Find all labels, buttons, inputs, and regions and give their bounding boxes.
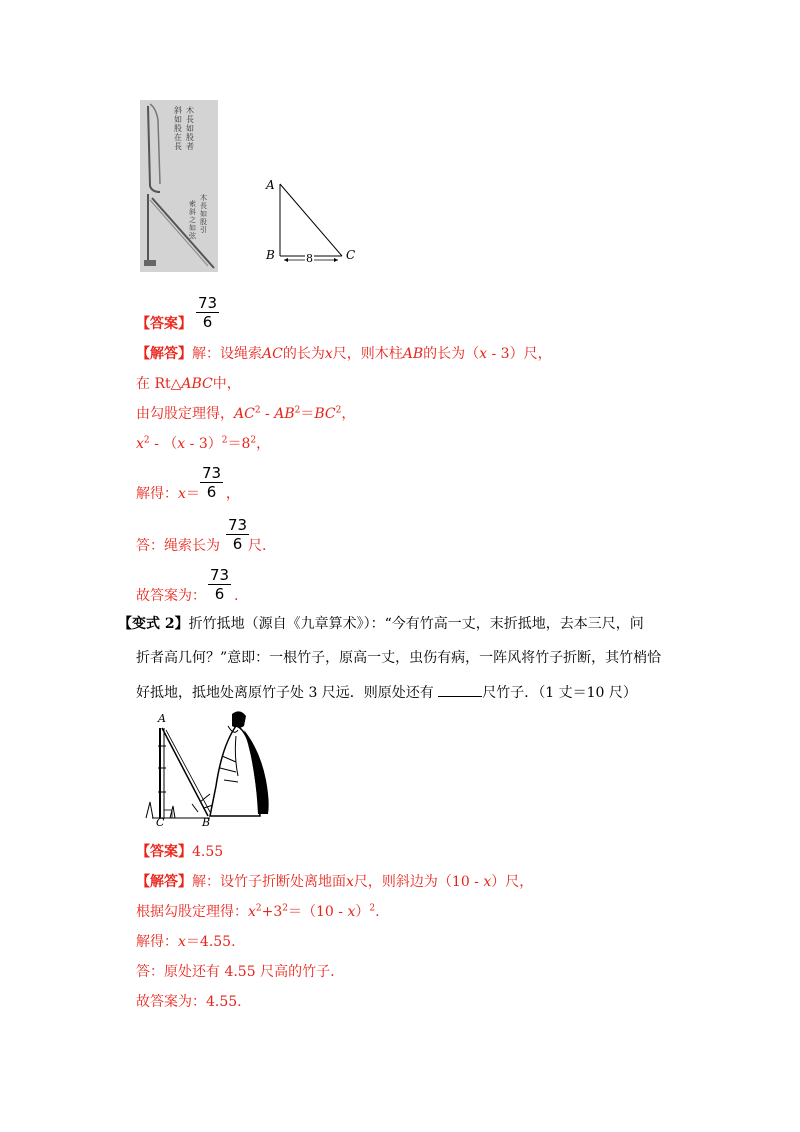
text: -	[260, 406, 275, 422]
text: - 3）尺，	[487, 346, 552, 362]
fraction-numerator: 73	[228, 516, 248, 534]
text: 根据勾股定理得：	[136, 904, 248, 920]
text: 中，	[212, 376, 241, 392]
text: 解得：	[136, 934, 178, 950]
fig-label-a: A	[158, 712, 166, 725]
solution-line-1	[136, 344, 552, 364]
fraction-numerator: 73	[202, 464, 222, 482]
fraction-denominator: 6	[232, 535, 243, 553]
answer-tag-2: 【答案】	[136, 844, 192, 860]
ancient-scroll-illustration	[140, 100, 218, 272]
scroll-text-3: 木長如股引	[200, 194, 207, 234]
text: 由勾股定理得，	[136, 406, 234, 422]
q2-solution-line-1	[136, 872, 533, 892]
solution-line-3	[136, 404, 355, 424]
fraction-denominator: 6	[206, 483, 217, 501]
exponent: 2	[250, 435, 257, 446]
scroll-text-1: 木長如股者	[186, 106, 194, 151]
fig-label-b: B	[202, 816, 211, 829]
text: ）尺，	[491, 874, 534, 890]
solution-tag-2: 【解答】	[136, 874, 192, 890]
exponent: 2	[369, 903, 376, 914]
fraction-numerator: 73	[210, 566, 230, 584]
answer-value-2: 4.55	[192, 844, 224, 860]
solution-line-2	[136, 374, 241, 394]
text: ，	[225, 486, 240, 502]
q2-solution-line-4: 答：原处还有 4.55 尺高的竹子.	[136, 964, 335, 980]
var-x: x	[136, 436, 144, 452]
q2-solution-line-2	[136, 902, 380, 922]
text: 故答案为：	[136, 588, 206, 604]
var-x: x	[178, 934, 186, 950]
var-x: x	[479, 346, 488, 362]
text: 尺.	[248, 538, 267, 554]
var-ac: AC	[234, 406, 255, 422]
text: ，	[341, 406, 356, 422]
fig-label-c: C	[156, 816, 165, 829]
q2-solution-line-3	[136, 932, 236, 952]
text: ＝	[185, 486, 200, 502]
var-ac: AC	[262, 346, 283, 362]
scroll-text-4: 索斜之如弦	[189, 200, 196, 240]
var-x: x	[346, 874, 354, 890]
answer-blank	[438, 682, 482, 697]
var-x: x	[177, 436, 186, 452]
text: +3	[261, 904, 283, 920]
var-bc: BC	[314, 406, 336, 422]
text: .	[375, 904, 380, 920]
text: 尺竹子．（1 丈＝10 尺）	[482, 685, 637, 701]
text: 折竹抵地（源自《九章算术》）：“今有竹高一丈，末折抵地，去本三尺，问	[188, 616, 644, 632]
exponent: 2	[282, 903, 289, 914]
text: .	[234, 588, 239, 604]
scroll-text-2: 斜如股在長	[174, 106, 182, 151]
exponent: 2	[221, 435, 228, 446]
text: ，	[256, 436, 271, 452]
q2-solution-line-5: 故答案为：4.55.	[136, 994, 242, 1010]
text: ）	[355, 904, 370, 920]
label-b: B	[266, 248, 275, 262]
text: ＝（10 -	[288, 904, 348, 920]
text: 解得：	[136, 486, 178, 502]
var-x: x	[178, 486, 186, 502]
solution-fraction-answer	[226, 516, 249, 553]
text: 解：设竹子折断处离地面	[192, 874, 346, 890]
text: 在 Rt△	[136, 376, 182, 392]
solution-tag-1: 【解答】	[136, 346, 192, 362]
solution-line-4	[136, 434, 270, 454]
exponent: 2	[255, 903, 262, 914]
text: ＝4.55.	[185, 934, 236, 950]
exponent: 2	[335, 405, 342, 416]
label-a: A	[266, 178, 275, 192]
var-ab: AB	[274, 406, 295, 422]
text: - 3）	[185, 436, 222, 452]
text: 解：设绳索	[192, 346, 262, 362]
exponent: 2	[294, 405, 301, 416]
text: ＝	[300, 406, 315, 422]
q2-text-line-2: 折者高几何？”意即：一根竹子，原高一丈，虫伤有病，一阵风将竹子折断，其竹梢恰	[136, 650, 662, 666]
solution-fraction-x	[200, 464, 223, 501]
q2-text-line-3	[136, 682, 637, 703]
answer-fraction-1	[196, 294, 219, 331]
solution-line-5	[136, 484, 240, 504]
text: 的长为	[282, 346, 325, 362]
label-c: C	[346, 248, 356, 262]
text: ＝8	[227, 436, 251, 452]
answer-tag-1: 【答案】	[136, 316, 192, 332]
var-x: x	[248, 904, 256, 920]
text: 答：绳索长为	[136, 538, 220, 554]
answer-line-2	[136, 842, 223, 862]
label-bc-length: 8	[306, 252, 313, 265]
text: 的长为（	[423, 346, 480, 362]
text: 好抵地，抵地处离原竹子处 3 尺远．则原处还有	[136, 685, 434, 701]
exponent: 2	[143, 435, 150, 446]
exponent: 2	[254, 405, 261, 416]
fraction-denominator: 6	[202, 313, 213, 331]
bamboo-scholar-illustration	[140, 706, 276, 830]
var-x: x	[347, 904, 356, 920]
fraction-denominator: 6	[214, 585, 225, 603]
var-x: x	[324, 346, 333, 362]
q2-text-line-1	[118, 614, 644, 634]
var-abc: ABC	[181, 376, 213, 392]
text: 尺，则斜边为（10 -	[353, 874, 484, 890]
final-answer-fraction	[208, 566, 231, 603]
text: - （	[149, 436, 178, 452]
variant-tag: 【变式 2】	[118, 616, 189, 632]
text: 尺，则木柱	[332, 346, 403, 362]
var-x: x	[483, 874, 492, 890]
var-ab: AB	[402, 346, 424, 362]
fraction-numerator: 73	[198, 294, 218, 312]
